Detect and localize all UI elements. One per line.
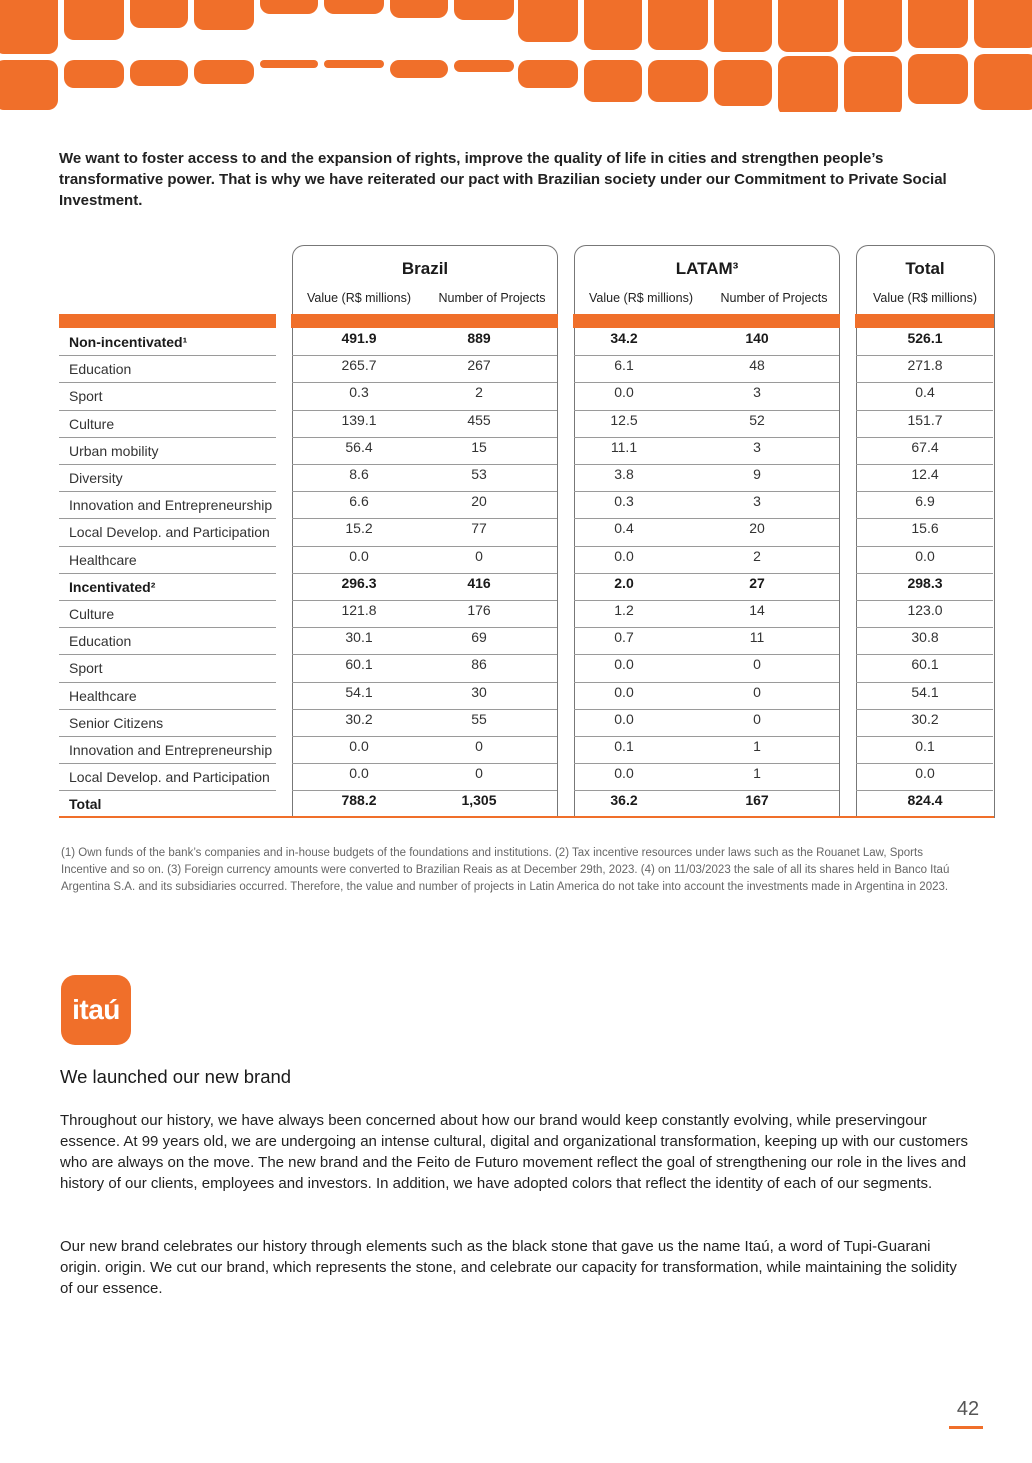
brazil-projects-cell: 267 bbox=[467, 357, 491, 374]
latam-projects-header: Number of Projects bbox=[720, 291, 828, 305]
row-label: Senior Citizens bbox=[69, 714, 164, 731]
row-divider bbox=[856, 654, 993, 655]
row-divider bbox=[292, 709, 557, 710]
brazil-projects-cell: 416 bbox=[467, 574, 491, 591]
total-title: Total bbox=[905, 259, 945, 278]
brazil-value-cell: 30.1 bbox=[345, 629, 373, 646]
total-value-cell: 0.0 bbox=[915, 765, 935, 782]
latam-value-cell: 0.0 bbox=[614, 547, 634, 564]
row-divider bbox=[59, 627, 276, 628]
row-label: Culture bbox=[69, 606, 115, 622]
total-value-cell: 526.1 bbox=[907, 330, 943, 346]
row-divider bbox=[59, 790, 276, 791]
row-divider bbox=[59, 763, 276, 764]
row-divider bbox=[59, 382, 276, 383]
total-value-cell: 60.1 bbox=[911, 656, 939, 673]
row-divider bbox=[292, 464, 557, 465]
row-divider bbox=[59, 464, 276, 465]
latam-value-cell: 0.0 bbox=[614, 710, 634, 727]
brazil-title: Brazil bbox=[401, 259, 449, 278]
row-divider bbox=[59, 654, 276, 655]
row-divider bbox=[574, 382, 839, 383]
row-divider bbox=[59, 546, 276, 547]
brazil-value-cell: 0.0 bbox=[349, 738, 369, 754]
row-label: Non-incentivated¹ bbox=[69, 334, 188, 350]
brand-paragraph-2: Our new brand celebrates our history through elements such as the black stone that gave us the name Itaú, a word of Tupi-Guarani origin. origin. We cut our brand, which represents the stone, and celebrate our capacity for transformation, while maintaining the solidity of our essence. bbox=[60, 1238, 957, 1297]
latam-projects-cell: 0 bbox=[753, 683, 761, 700]
brazil-value-cell: 265.7 bbox=[341, 357, 377, 374]
row-divider bbox=[856, 790, 993, 791]
row-divider bbox=[59, 518, 276, 519]
brazil-value-cell: 30.2 bbox=[345, 710, 373, 727]
latam-projects-cell: 3 bbox=[753, 384, 761, 401]
row-divider bbox=[292, 491, 557, 492]
row-label: Culture bbox=[69, 415, 115, 432]
total-value-cell: 123.0 bbox=[907, 602, 943, 618]
itau-logo: itaú bbox=[61, 975, 131, 1045]
total-value-cell: 824.4 bbox=[907, 792, 943, 809]
page-number-underline bbox=[949, 1426, 983, 1429]
latam-value-cell: 0.0 bbox=[614, 384, 634, 401]
brazil-value-cell: 121.8 bbox=[341, 602, 377, 618]
section-title: We launched our new brand bbox=[60, 1066, 292, 1087]
brazil-value-cell: 8.6 bbox=[349, 466, 369, 482]
footnote: (1) Own funds of the bank’s companies and in-house budgets of the foundations and institutions. (2) Tax incentive resources under laws such as the Rouanet Law, Sports Incentive and so on. (3) Foreign currency amounts were converted to Brazilian Reais as at December 29th, 2023. (4) on 11/03/2023 the sale of all its shares held in Banco Itaú Argentina S.A. and its subsidiaries occurred. Therefore, the value and number of projects in Latin America do not take into account the investments made in Argentina in 2023. bbox=[61, 847, 950, 893]
row-divider bbox=[574, 790, 839, 791]
row-divider bbox=[59, 437, 276, 438]
row-divider bbox=[292, 382, 557, 383]
latam-projects-cell: 140 bbox=[745, 330, 769, 346]
row-divider bbox=[574, 600, 839, 601]
header-accent-bar bbox=[573, 314, 840, 328]
brazil-projects-cell: 69 bbox=[471, 629, 487, 646]
row-divider bbox=[856, 573, 993, 574]
header-accent-bar bbox=[291, 314, 558, 328]
latam-projects-cell: 14 bbox=[749, 602, 765, 618]
brazil-projects-cell: 0 bbox=[475, 738, 483, 754]
row-divider bbox=[292, 355, 557, 356]
row-divider bbox=[856, 682, 993, 683]
latam-projects-cell: 11 bbox=[749, 629, 765, 646]
latam-value-cell: 0.7 bbox=[614, 629, 634, 646]
brazil-projects-cell: 2 bbox=[475, 384, 483, 401]
row-label: Incentivated² bbox=[69, 578, 156, 595]
latam-value-cell: 0.0 bbox=[614, 683, 634, 700]
latam-value-cell: 36.2 bbox=[610, 792, 638, 809]
row-label: Sport bbox=[69, 660, 103, 677]
row-divider bbox=[856, 410, 993, 411]
row-label: Local Develop. and Participation bbox=[69, 769, 270, 786]
row-divider bbox=[59, 709, 276, 710]
total-value-cell: 0.0 bbox=[915, 547, 935, 564]
header-accent-bar bbox=[855, 314, 994, 328]
latam-projects-cell: 20 bbox=[749, 520, 765, 537]
latam-projects-cell: 9 bbox=[753, 466, 761, 482]
row-label: Urban mobility bbox=[69, 442, 159, 459]
brazil-projects-cell: 30 bbox=[471, 683, 487, 700]
row-divider bbox=[574, 709, 839, 710]
row-divider bbox=[574, 627, 839, 628]
row-divider bbox=[59, 682, 276, 683]
latam-value-cell: 0.3 bbox=[614, 493, 634, 510]
total-value-cell: 151.7 bbox=[907, 411, 943, 428]
row-divider bbox=[856, 763, 993, 764]
row-divider bbox=[292, 654, 557, 655]
total-value-cell: 298.3 bbox=[907, 574, 943, 591]
row-divider bbox=[856, 382, 993, 383]
row-divider bbox=[292, 600, 557, 601]
row-divider bbox=[292, 518, 557, 519]
total-value-cell: 15.6 bbox=[911, 520, 939, 537]
brazil-value-cell: 6.6 bbox=[349, 493, 369, 510]
brazil-projects-cell: 55 bbox=[471, 710, 487, 727]
row-divider bbox=[574, 654, 839, 655]
page-number: 42 bbox=[956, 1398, 980, 1420]
latam-value-cell: 0.4 bbox=[614, 520, 634, 537]
brazil-value-cell: 0.3 bbox=[349, 384, 369, 401]
latam-projects-cell: 3 bbox=[753, 493, 761, 510]
row-label: Healthcare bbox=[69, 687, 137, 704]
row-divider bbox=[856, 546, 993, 547]
brazil-value-cell: 60.1 bbox=[345, 656, 373, 673]
brazil-projects-cell: 0 bbox=[475, 547, 483, 564]
latam-value-cell: 1.2 bbox=[614, 602, 634, 618]
brand-paragraph-1: Throughout our history, we have always been concerned about how our brand would keep constantly evolving, while preservingour essence. At 99 years old, we are undergoing an intense cultural, digital and organizational transformation, keeping up with our customers who are always on the move. The new brand and the Feito de Futuro movement reflect the goal of strengthening our role in the lives and history of our clients, employees and investors. In addition, we have adopted colors that reflect the identity of each of our segments. bbox=[60, 1112, 969, 1192]
row-label: Sport bbox=[69, 388, 103, 405]
brazil-projects-cell: 86 bbox=[471, 656, 487, 673]
row-divider bbox=[574, 491, 839, 492]
row-divider bbox=[59, 491, 276, 492]
latam-value-header: Value (R$ millions) bbox=[589, 291, 693, 305]
row-divider bbox=[59, 600, 276, 601]
latam-value-cell: 0.0 bbox=[614, 656, 634, 673]
total-value-cell: 30.8 bbox=[911, 629, 939, 646]
latam-projects-cell: 3 bbox=[753, 438, 761, 455]
row-divider bbox=[856, 736, 993, 737]
row-label: Local Develop. and Participation bbox=[69, 524, 270, 541]
total-value-cell: 271.8 bbox=[907, 357, 943, 374]
brazil-value-cell: 0.0 bbox=[349, 765, 369, 782]
row-label: Innovation and Entrepreneurship bbox=[69, 497, 273, 514]
row-divider bbox=[59, 410, 276, 411]
row-divider bbox=[292, 790, 557, 791]
row-divider bbox=[574, 573, 839, 574]
table-bottom-rule bbox=[59, 816, 994, 818]
total-value-cell: 30.2 bbox=[911, 710, 939, 727]
total-value-cell: 6.9 bbox=[915, 493, 935, 510]
row-divider bbox=[292, 736, 557, 737]
total-value-cell: 0.1 bbox=[915, 738, 935, 754]
row-divider bbox=[292, 763, 557, 764]
brazil-value-cell: 15.2 bbox=[345, 520, 373, 537]
latam-projects-cell: 1 bbox=[753, 738, 761, 754]
latam-value-cell: 3.8 bbox=[614, 466, 634, 482]
row-divider bbox=[574, 410, 839, 411]
latam-projects-cell: 48 bbox=[749, 357, 765, 374]
brazil-projects-cell: 15 bbox=[471, 438, 487, 455]
total-value-cell: 0.4 bbox=[915, 384, 935, 401]
brazil-projects-cell: 0 bbox=[475, 765, 483, 782]
brazil-value-cell: 139.1 bbox=[341, 411, 377, 428]
latam-projects-cell: 0 bbox=[753, 656, 761, 673]
latam-value-cell: 0.1 bbox=[614, 738, 634, 754]
total-value-cell: 12.4 bbox=[911, 466, 939, 482]
row-divider bbox=[856, 355, 993, 356]
brazil-value-cell: 0.0 bbox=[349, 547, 369, 564]
row-divider bbox=[59, 573, 276, 574]
row-label: Innovation and Entrepreneurship bbox=[69, 742, 273, 758]
row-divider bbox=[574, 763, 839, 764]
row-divider bbox=[856, 600, 993, 601]
brazil-value-cell: 491.9 bbox=[341, 330, 377, 346]
row-divider bbox=[59, 355, 276, 356]
header-accent-bar bbox=[59, 314, 276, 328]
row-divider bbox=[574, 736, 839, 737]
brazil-projects-header: Number of Projects bbox=[438, 291, 546, 305]
brazil-value-cell: 296.3 bbox=[341, 574, 377, 591]
latam-value-cell: 34.2 bbox=[610, 330, 638, 346]
row-divider bbox=[292, 627, 557, 628]
brazil-value-cell: 56.4 bbox=[345, 438, 373, 455]
row-divider bbox=[574, 546, 839, 547]
row-divider bbox=[856, 518, 993, 519]
brazil-projects-cell: 53 bbox=[471, 466, 487, 482]
row-divider bbox=[856, 491, 993, 492]
latam-value-cell: 11.1 bbox=[610, 438, 638, 455]
brazil-value-cell: 54.1 bbox=[345, 683, 373, 700]
row-divider bbox=[574, 518, 839, 519]
row-divider bbox=[856, 464, 993, 465]
latam-value-cell: 2.0 bbox=[614, 574, 634, 591]
latam-projects-cell: 0 bbox=[753, 710, 761, 727]
row-divider bbox=[574, 355, 839, 356]
latam-value-cell: 0.0 bbox=[614, 765, 634, 782]
row-divider bbox=[59, 736, 276, 737]
latam-projects-cell: 1 bbox=[753, 765, 761, 782]
brazil-value-cell: 788.2 bbox=[341, 792, 377, 809]
row-label: Healthcare bbox=[69, 551, 137, 568]
row-divider bbox=[292, 410, 557, 411]
row-label: Total bbox=[69, 796, 102, 813]
latam-value-cell: 12.5 bbox=[610, 411, 638, 428]
row-divider bbox=[574, 437, 839, 438]
row-divider bbox=[574, 682, 839, 683]
total-value-header: Value (R$ millions) bbox=[873, 291, 977, 305]
latam-title: LATAM³ bbox=[675, 259, 739, 278]
latam-projects-cell: 52 bbox=[749, 411, 765, 428]
brazil-projects-cell: 889 bbox=[467, 330, 491, 346]
brazil-projects-cell: 20 bbox=[471, 493, 487, 510]
intro-text: We want to foster access to and the expansion of rights, improve the quality of life in cities and strengthen people’s transformative power. That is why we have reiterated our pact with Brazilian society under our Commitment to Private Social Investment. bbox=[59, 150, 947, 209]
row-divider bbox=[292, 573, 557, 574]
row-divider bbox=[856, 627, 993, 628]
brazil-projects-cell: 176 bbox=[467, 602, 491, 618]
row-divider bbox=[292, 437, 557, 438]
row-divider bbox=[292, 682, 557, 683]
latam-projects-cell: 27 bbox=[749, 574, 765, 591]
row-label: Education bbox=[69, 361, 132, 378]
row-label: Diversity bbox=[69, 470, 123, 486]
latam-value-cell: 6.1 bbox=[614, 357, 634, 374]
brazil-projects-cell: 77 bbox=[471, 520, 487, 537]
latam-projects-cell: 167 bbox=[745, 792, 769, 809]
row-divider bbox=[856, 437, 993, 438]
row-divider bbox=[292, 546, 557, 547]
row-divider bbox=[574, 464, 839, 465]
total-value-cell: 54.1 bbox=[911, 683, 939, 700]
latam-projects-cell: 2 bbox=[753, 547, 761, 564]
brazil-projects-cell: 455 bbox=[467, 411, 491, 428]
total-value-cell: 67.4 bbox=[911, 438, 939, 455]
row-divider bbox=[856, 709, 993, 710]
brazil-value-header: Value (R$ millions) bbox=[307, 291, 411, 305]
brazil-projects-cell: 1,305 bbox=[461, 792, 497, 809]
row-label: Education bbox=[69, 633, 132, 650]
